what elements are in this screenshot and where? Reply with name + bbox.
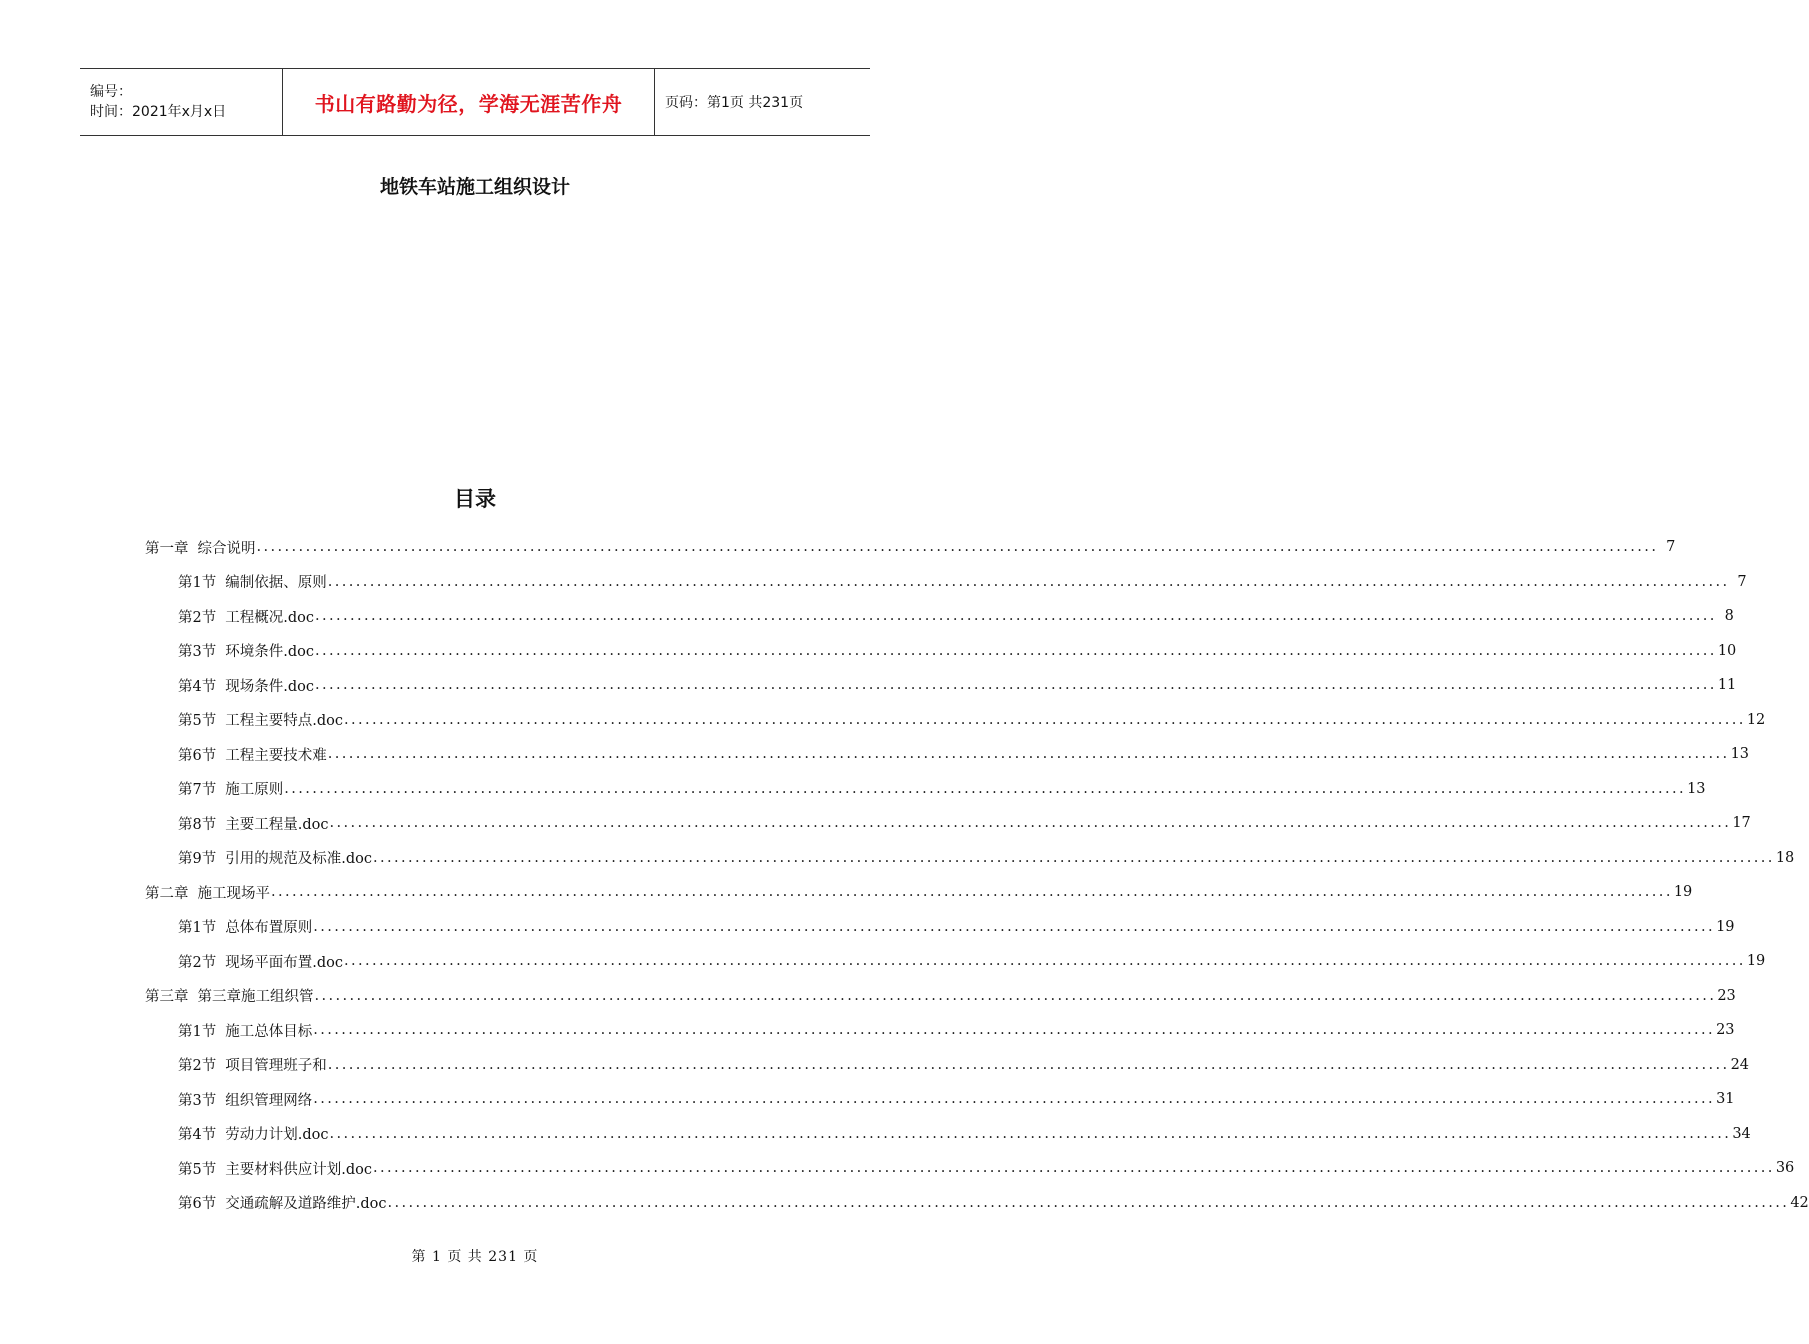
toc-entry-page: 42: [1790, 1194, 1809, 1211]
toc-dot-leader: ........................................................................................................................................................................................................: [372, 849, 1775, 866]
toc-entry-page: 19: [1716, 918, 1735, 935]
toc-entry-title: 项目管理班子和: [225, 1058, 327, 1075]
toc-dot-leader: ........................................................................................................................................................................................................: [387, 1194, 1790, 1211]
document-date-label: 时间：2021年x月x日: [90, 104, 227, 120]
header-page-info: [655, 69, 870, 135]
toc-section-entry[interactable]: [145, 565, 1747, 600]
header-motto-cell: [282, 69, 655, 135]
toc-dot-leader: ........................................................................................................................................................................................................: [256, 539, 1659, 556]
toc-entry-title: 环境条件.doc: [225, 644, 314, 661]
toc-entry-label: [145, 882, 270, 903]
toc-dot-leader: ........................................................................................................................................................................................................: [372, 1160, 1775, 1177]
header-page-label: 页码：第1页 共231页: [665, 95, 804, 111]
toc-entry-page: 19: [1746, 953, 1766, 970]
toc-section-entry[interactable]: [145, 737, 1750, 772]
toc-entry-number: 第三章: [145, 989, 189, 1006]
toc-entry-page: 36: [1775, 1160, 1795, 1177]
toc-entry-number: 第5节: [178, 1161, 217, 1178]
toc-entry-page: 7: [1737, 573, 1747, 590]
toc-entry-number: 第1节: [178, 575, 217, 592]
toc-entry-title: 主要材料供应计划.doc: [225, 1161, 372, 1178]
toc-entry-number: 第7节: [178, 782, 217, 799]
toc-dot-leader: ........................................................................................................................................................................................................: [329, 1125, 1732, 1142]
toc-dot-leader: ........................................................................................................................................................................................................: [313, 918, 1716, 935]
toc-entry-number: 第6节: [178, 1196, 217, 1213]
toc-entry-title: 工程概况.doc: [225, 609, 314, 626]
toc-entry-title: 组织管理网络: [225, 1092, 313, 1109]
toc-entry-title: 现场条件.doc: [225, 678, 314, 695]
toc-entry-title: 施工现场平: [197, 885, 270, 902]
toc-entry-number: 第2节: [178, 609, 217, 626]
toc-entry-title: 引用的规范及标准.doc: [225, 851, 372, 868]
toc-entry-title: 现场平面布置.doc: [225, 954, 343, 971]
toc-entry-number: 第9节: [178, 851, 217, 868]
toc-entry-number: 第3节: [178, 1092, 217, 1109]
toc-section-entry[interactable]: [145, 944, 1766, 979]
toc-entry-page: 12: [1746, 711, 1766, 728]
toc-entry-number: 第二章: [145, 885, 189, 902]
toc-entry-page: 23: [1716, 1022, 1735, 1039]
toc-chapter-entry[interactable]: [145, 979, 1736, 1014]
toc-section-entry[interactable]: [145, 1048, 1750, 1083]
toc-dot-leader: ........................................................................................................................................................................................................: [329, 815, 1732, 832]
toc-entry-title: 施工总体目标: [225, 1023, 313, 1040]
toc-entry-label: [178, 1192, 386, 1213]
toc-entry-label: [145, 985, 314, 1006]
toc-entry-label: [178, 1123, 328, 1144]
toc-entry-number: 第8节: [178, 816, 217, 833]
toc-entry-number: 第5节: [178, 713, 217, 730]
toc-entry-label: [178, 813, 328, 834]
toc-entry-title: 第三章施工组织管: [197, 989, 314, 1006]
toc-entry-number: 第2节: [178, 954, 217, 971]
toc-dot-leader: ........................................................................................................................................................................................................: [314, 642, 1717, 659]
toc-entry-page: 8: [1724, 608, 1734, 625]
toc-entry-title: 主要工程量.doc: [225, 816, 329, 833]
toc-entry-page: 11: [1717, 677, 1737, 694]
toc-entry-title: 综合说明: [197, 540, 256, 557]
page-footer: 第 1 页 共 231 页: [411, 1249, 539, 1265]
toc-entry-number: 第6节: [178, 747, 217, 764]
toc-dot-leader: ........................................................................................................................................................................................................: [313, 1022, 1716, 1039]
toc-entry-label: [178, 778, 283, 799]
toc-entry-page: 31: [1716, 1091, 1735, 1108]
toc-dot-leader: ........................................................................................................................................................................................................: [284, 780, 1687, 797]
toc-dot-leader: ........................................................................................................................................................................................................: [327, 1056, 1730, 1073]
toc-entry-number: 第2节: [178, 1058, 217, 1075]
toc-entry-label: [178, 951, 343, 972]
toc-section-entry[interactable]: [145, 703, 1766, 738]
toc-section-entry[interactable]: [145, 599, 1734, 634]
header-motto: 书山有路勤为径，学海无涯苦作舟: [314, 91, 623, 116]
toc-entry-page: 17: [1732, 815, 1751, 832]
page-header: [80, 68, 870, 136]
toc-section-entry[interactable]: [145, 668, 1737, 703]
toc-entry-title: 编制依据、原则: [225, 575, 327, 592]
toc-entry-page: 19: [1673, 884, 1693, 901]
toc-entry-title: 施工原则: [225, 782, 284, 799]
toc-entry-title: 总体布置原则: [225, 920, 313, 937]
toc-dot-leader: ........................................................................................................................................................................................................: [314, 608, 1717, 625]
document-title: 地铁车站施工组织设计: [379, 176, 570, 198]
toc-entry-label: [178, 847, 372, 868]
toc-entry-label: [178, 709, 343, 730]
toc-dot-leader: ........................................................................................................................................................................................................: [327, 746, 1730, 763]
toc-entry-label: [178, 675, 314, 696]
toc-dot-leader: ........................................................................................................................................................................................................: [343, 953, 1746, 970]
toc-entry-title: 交通疏解及道路维护.doc: [225, 1196, 387, 1213]
toc-dot-leader: ........................................................................................................................................................................................................: [343, 711, 1746, 728]
toc-chapter-entry[interactable]: [145, 875, 1693, 910]
toc-entry-label: [178, 606, 314, 627]
toc-section-entry[interactable]: [145, 772, 1706, 807]
header-meta: [80, 69, 282, 135]
toc-section-entry[interactable]: [145, 1013, 1735, 1048]
toc-dot-leader: ........................................................................................................................................................................................................: [314, 987, 1717, 1004]
toc-entry-number: 第3节: [178, 644, 217, 661]
toc-section-entry[interactable]: [145, 634, 1737, 669]
toc-section-entry[interactable]: [145, 1082, 1735, 1117]
toc-entry-number: 第一章: [145, 540, 189, 557]
toc-section-entry[interactable]: [145, 1151, 1795, 1186]
toc-dot-leader: ........................................................................................................................................................................................................: [327, 573, 1730, 590]
toc-entry-label: [178, 744, 327, 765]
toc-entry-page: 18: [1775, 849, 1795, 866]
toc-entry-page: 13: [1687, 780, 1706, 797]
toc-entry-label: [178, 1158, 372, 1179]
toc-entry-title: 工程主要特点.doc: [225, 713, 343, 730]
toc-section-entry[interactable]: [145, 806, 1751, 841]
toc-entry-page: 23: [1717, 987, 1736, 1004]
toc-entry-number: 第1节: [178, 1023, 217, 1040]
toc-entry-page: 10: [1717, 642, 1737, 659]
toc-entry-label: [178, 916, 312, 937]
toc-section-entry[interactable]: [145, 910, 1735, 945]
toc-section-entry[interactable]: [145, 841, 1795, 876]
toc-entry-page: 24: [1730, 1056, 1750, 1073]
toc-dot-leader: ........................................................................................................................................................................................................: [314, 677, 1717, 694]
toc-entry-number: 第4节: [178, 678, 217, 695]
toc-entry-number: 第1节: [178, 920, 217, 937]
toc-entry-label: [178, 1089, 312, 1110]
table-of-contents: [145, 530, 1809, 1220]
toc-dot-leader: ........................................................................................................................................................................................................: [271, 884, 1673, 901]
toc-entry-page: 13: [1730, 746, 1750, 763]
toc-section-entry[interactable]: [145, 1117, 1751, 1152]
toc-entry-title: 工程主要技术难: [225, 747, 327, 764]
toc-entry-label: [145, 537, 256, 558]
toc-entry-number: 第4节: [178, 1127, 217, 1144]
document-number-label: 编号：: [90, 84, 132, 100]
toc-entry-page: 7: [1666, 539, 1676, 556]
toc-entry-label: [178, 640, 314, 661]
toc-dot-leader: ........................................................................................................................................................................................................: [313, 1091, 1716, 1108]
toc-section-entry[interactable]: [145, 1186, 1809, 1221]
toc-title: 目录: [454, 487, 496, 511]
toc-entry-title: 劳动力计划.doc: [225, 1127, 329, 1144]
toc-entry-label: [178, 1020, 312, 1041]
toc-entry-label: [178, 1054, 327, 1075]
toc-entry-label: [178, 571, 327, 592]
toc-entry-page: 34: [1732, 1125, 1751, 1142]
toc-chapter-entry[interactable]: [145, 530, 1676, 565]
